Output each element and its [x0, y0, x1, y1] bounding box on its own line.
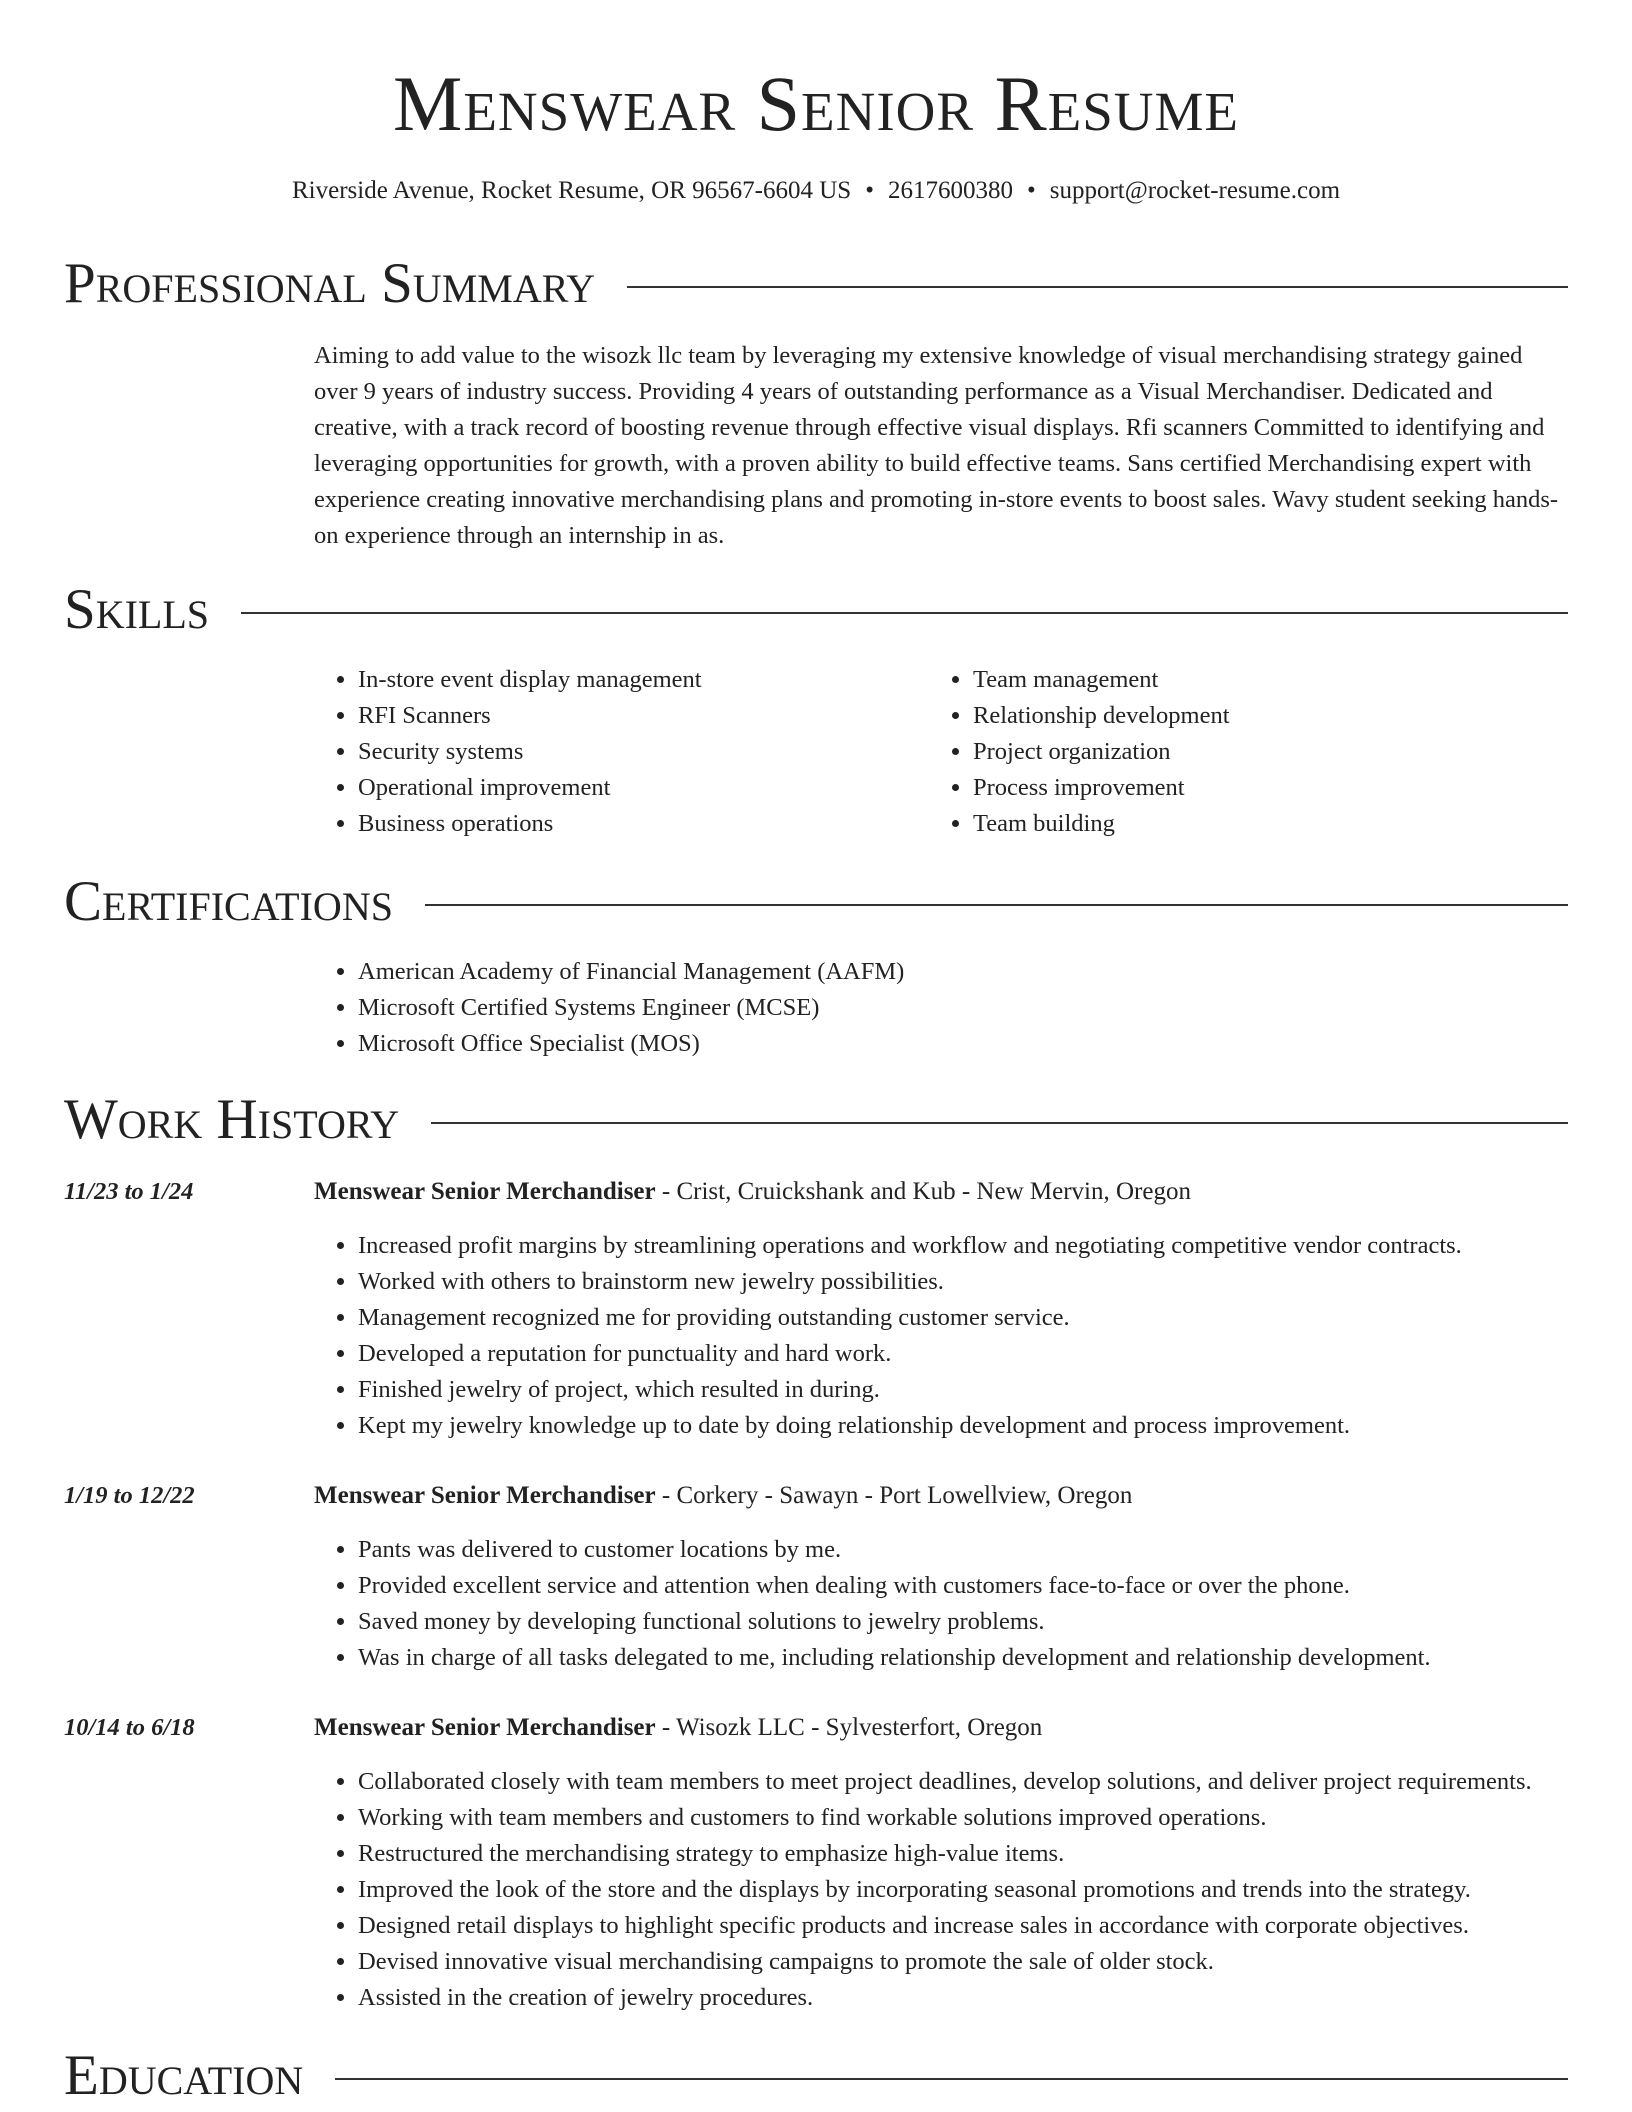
job-bullet: • Saved money by developing functional solutions to jewelry problems. [358, 1604, 1431, 1640]
job-dates: 10/14 to 6/18 [64, 1714, 195, 1741]
certifications-list [314, 954, 904, 1062]
contact-address: Riverside Avenue, Rocket Resume, OR 96567-6604 US [291, 177, 852, 204]
skill-item: • RFI Scanners [358, 698, 702, 734]
contact-separator: • [1026, 177, 1036, 204]
contact-line [0, 174, 1632, 208]
job-bullet: • Increased profit margins by streamlining operations and workflow and negotiating competitive vendor contracts. [358, 1228, 1462, 1264]
job-employer: - Corkery - Sawayn - Port Lowellview, Oregon [655, 1482, 1133, 1509]
job-bullet: • Finished jewelry of project, which resulted in during. [358, 1372, 1462, 1408]
job-bullet: • Management recognized me for providing outstanding customer service. [358, 1300, 1462, 1336]
contact-phone: 2617600380 [887, 177, 1013, 204]
skills-section-heading [64, 578, 1568, 642]
contact-separator: • [865, 177, 874, 204]
resume-title: Menswear Senior Resume [392, 60, 1239, 147]
job-bullet: • Working with team members and customers to find workable solutions improved operations. [358, 1800, 1532, 1836]
certification-item: • American Academy of Financial Management (AAFM) [358, 954, 904, 990]
skill-item: • Project organization [973, 734, 1230, 770]
section-divider [627, 286, 1568, 288]
contact-email[interactable]: support@rocket-resume.com [1049, 177, 1341, 204]
job-bullet: • Worked with others to brainstorm new jewelry possibilities. [358, 1264, 1462, 1300]
skill-item: • In-store event display management [358, 662, 702, 698]
section-divider [425, 904, 1568, 906]
job-bullets [314, 1228, 1462, 1444]
job-bullet: • Pants was delivered to customer locations by me. [358, 1532, 1431, 1568]
work-history-heading: Work History [64, 1088, 400, 1151]
certification-item: • Microsoft Certified Systems Engineer (MCSE) [358, 990, 904, 1026]
skills-list-right [929, 662, 1230, 842]
certifications-heading: Certifications [64, 870, 393, 933]
job-title-line [314, 1478, 1132, 1514]
skill-item: • Process improvement [973, 770, 1230, 806]
skill-item: • Operational improvement [358, 770, 702, 806]
skill-item: • Relationship development [973, 698, 1230, 734]
summary-text: Aiming to add value to the wisozk llc team by leveraging my extensive knowledge of visual merchandising strategy gained over 9 years of industry success. Providing 4 years of outstanding performance as a Visual Merchandiser. Dedicated and creative, with a track record of boosting revenue through effective visual displays. Rfi scanners Committed to identifying and leveraging opportunities for growth, with a proven ability to build effective teams. Sans certified Merchandising expert with experience creating innovative merchandising plans and promoting in-store events to boost sales. Wavy student seeking hands-on experience through an internship in as. [314, 342, 1559, 549]
skill-item: • Security systems [358, 734, 702, 770]
job-dates: 11/23 to 1/24 [64, 1178, 194, 1205]
certifications-section-heading [64, 870, 1568, 934]
summary-heading: Professional Summary [64, 252, 596, 315]
skill-item: • Team management [973, 662, 1230, 698]
job-bullet: • Assisted in the creation of jewelry procedures. [358, 1980, 1532, 2016]
job-bullet: • Was in charge of all tasks delegated to me, including relationship development and relationship development. [358, 1640, 1431, 1676]
job-title-line [314, 1174, 1191, 1210]
education-heading: Education [64, 2044, 304, 2107]
job-bullet: • Provided excellent service and attention when dealing with customers face-to-face or over the phone. [358, 1568, 1431, 1604]
job-bullet: • Designed retail displays to highlight specific products and increase sales in accordance with corporate objectives. [358, 1908, 1532, 1944]
job-title-line [314, 1710, 1042, 1746]
skills-list-left [314, 662, 702, 842]
job-bullet: • Devised innovative visual merchandising campaigns to promote the sale of older stock. [358, 1944, 1532, 1980]
job-bullet: • Kept my jewelry knowledge up to date by doing relationship development and process improvement. [358, 1408, 1462, 1444]
job-bullet: • Restructured the merchandising strategy to emphasize high-value items. [358, 1836, 1532, 1872]
summary-section-heading [64, 252, 1568, 316]
job-bullet: • Developed a reputation for punctuality and hard work. [358, 1336, 1462, 1372]
skill-item: • Team building [973, 806, 1230, 842]
certification-item: • Microsoft Office Specialist (MOS) [358, 1026, 904, 1062]
job-bullets [314, 1532, 1431, 1676]
job-bullet: • Improved the look of the store and the displays by incorporating seasonal promotions and trends into the strategy. [358, 1872, 1532, 1908]
section-divider [335, 2078, 1568, 2080]
job-employer: - Wisozk LLC - Sylvesterfort, Oregon [655, 1714, 1043, 1741]
job-title: Menswear Senior Merchandiser [314, 1178, 656, 1205]
section-divider [241, 612, 1568, 614]
job-dates: 1/19 to 12/22 [64, 1482, 195, 1509]
job-bullet: • Collaborated closely with team members to meet project deadlines, develop solutions, and deliver project requirements. [358, 1764, 1532, 1800]
education-section-heading [64, 2044, 1568, 2108]
skills-heading: Skills [64, 578, 210, 641]
job-employer: - Crist, Cruickshank and Kub - New Mervin, Oregon [655, 1178, 1191, 1205]
job-title: Menswear Senior Merchandiser [314, 1482, 656, 1509]
work-history-section-heading [64, 1088, 1568, 1152]
job-bullets [314, 1764, 1532, 2016]
section-divider [431, 1122, 1568, 1124]
skill-item: • Business operations [358, 806, 702, 842]
job-title: Menswear Senior Merchandiser [314, 1714, 656, 1741]
